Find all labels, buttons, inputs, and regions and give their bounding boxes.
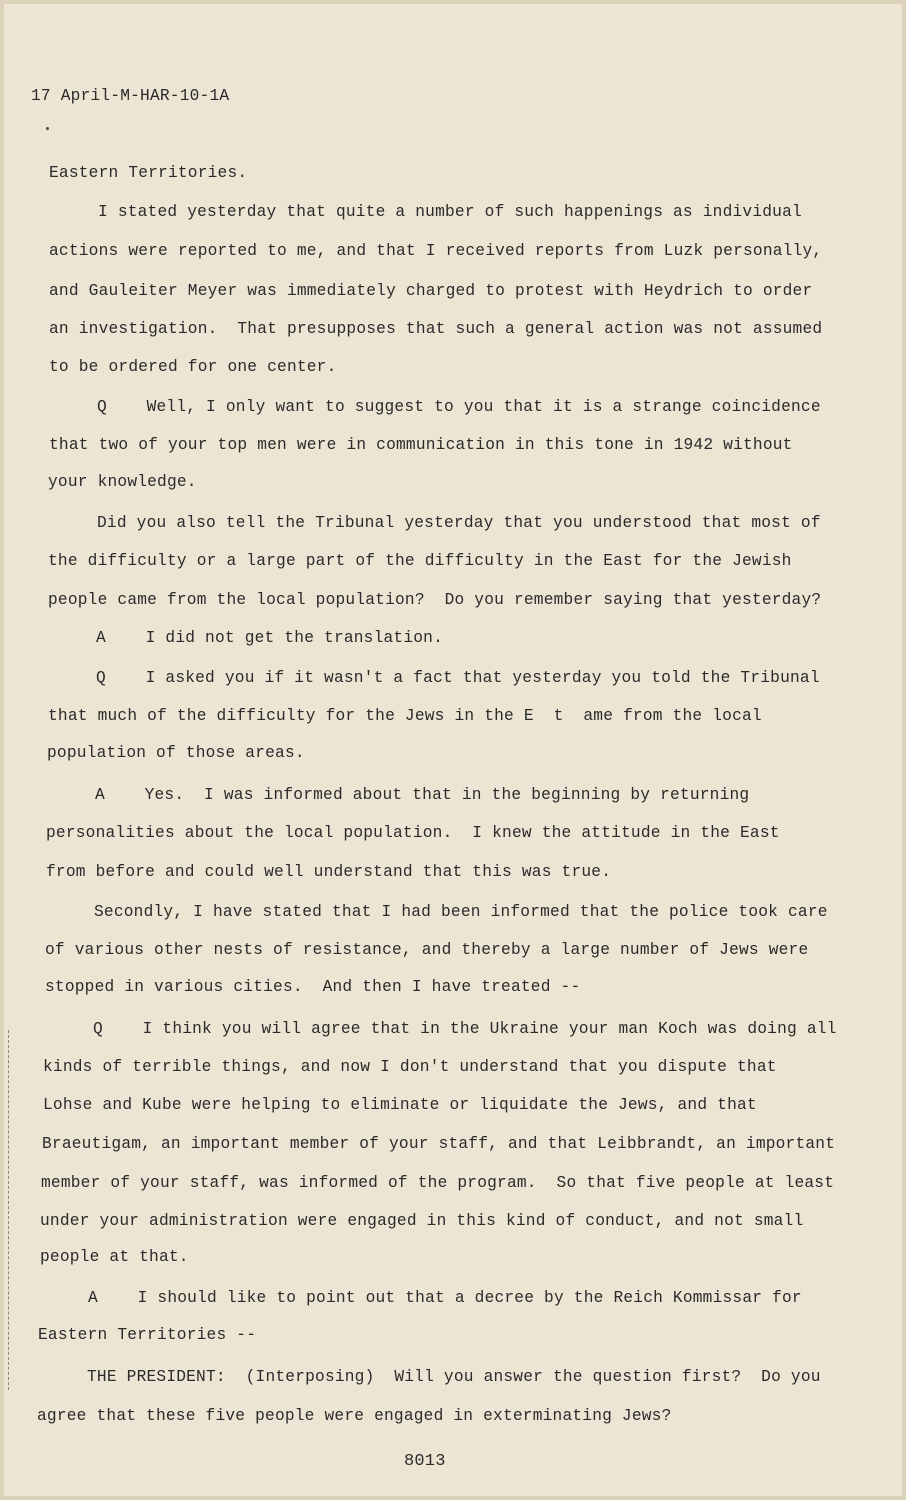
text-line: Eastern Territories. xyxy=(49,164,248,182)
text-line: of various other nests of resistance, and thereby a large number of Jews were xyxy=(45,941,809,959)
document-header: 17 April-M-HAR-10-1A xyxy=(31,87,230,105)
text-line: from before and could well understand that this was true. xyxy=(46,863,612,881)
text-line: agree that these five people were engaged in exterminating Jews? xyxy=(37,1407,672,1425)
text-line: THE PRESIDENT: (Interposing) Will you answer the question first? Do you xyxy=(87,1368,821,1386)
text-line: under your administration were engaged in this kind of conduct, and not small xyxy=(40,1212,804,1230)
text-line: kinds of terrible things, and now I don't understand that you dispute that xyxy=(43,1058,777,1076)
text-line: that two of your top men were in communication in this tone in 1942 without xyxy=(49,436,793,454)
ink-speck xyxy=(46,127,49,130)
text-line: A Yes. I was informed about that in the beginning by returning xyxy=(95,786,750,804)
text-line: that much of the difficulty for the Jews in the E t ame from the local xyxy=(48,707,762,725)
text-line: Eastern Territories -- xyxy=(38,1326,257,1344)
text-line: Lohse and Kube were helping to eliminate or liquidate the Jews, and that xyxy=(43,1096,757,1114)
text-line: personalities about the local population. I knew the attitude in the East xyxy=(46,824,780,842)
text-line: Q I think you will agree that in the Ukraine your man Koch was doing all xyxy=(93,1020,837,1038)
text-line: stopped in various cities. And then I have treated -- xyxy=(45,978,581,996)
text-line: Braeutigam, an important member of your staff, and that Leibbrandt, an important xyxy=(42,1135,836,1153)
text-line: Q Well, I only want to suggest to you that it is a strange coincidence xyxy=(97,398,821,416)
text-line: Secondly, I have stated that I had been informed that the police took care xyxy=(94,903,828,921)
text-line: Did you also tell the Tribunal yesterday that you understood that most of xyxy=(97,514,821,532)
text-line: A I did not get the translation. xyxy=(96,629,443,647)
text-line: I stated yesterday that quite a number of such happenings as individual xyxy=(98,203,802,221)
text-line: people came from the local population? Do you remember saying that yesterday? xyxy=(48,591,822,609)
text-line: the difficulty or a large part of the difficulty in the East for the Jewish xyxy=(48,552,792,570)
text-line: to be ordered for one center. xyxy=(49,358,337,376)
text-line: Q I asked you if it wasn't a fact that yesterday you told the Tribunal xyxy=(96,669,820,687)
text-line: actions were reported to me, and that I received reports from Luzk personally, xyxy=(49,242,823,260)
text-line: an investigation. That presupposes that such a general action was not assumed xyxy=(49,320,823,338)
text-line: and Gauleiter Meyer was immediately charged to protest with Heydrich to order xyxy=(49,282,813,300)
page-number: 8013 xyxy=(404,1452,446,1471)
text-line: people at that. xyxy=(40,1248,189,1266)
margin-pencil-mark xyxy=(8,1030,19,1390)
text-line: your knowledge. xyxy=(48,473,197,491)
text-line: population of those areas. xyxy=(47,744,305,762)
text-line: member of your staff, was informed of the program. So that five people at least xyxy=(41,1174,835,1192)
text-line: A I should like to point out that a decree by the Reich Kommissar for xyxy=(88,1289,802,1307)
